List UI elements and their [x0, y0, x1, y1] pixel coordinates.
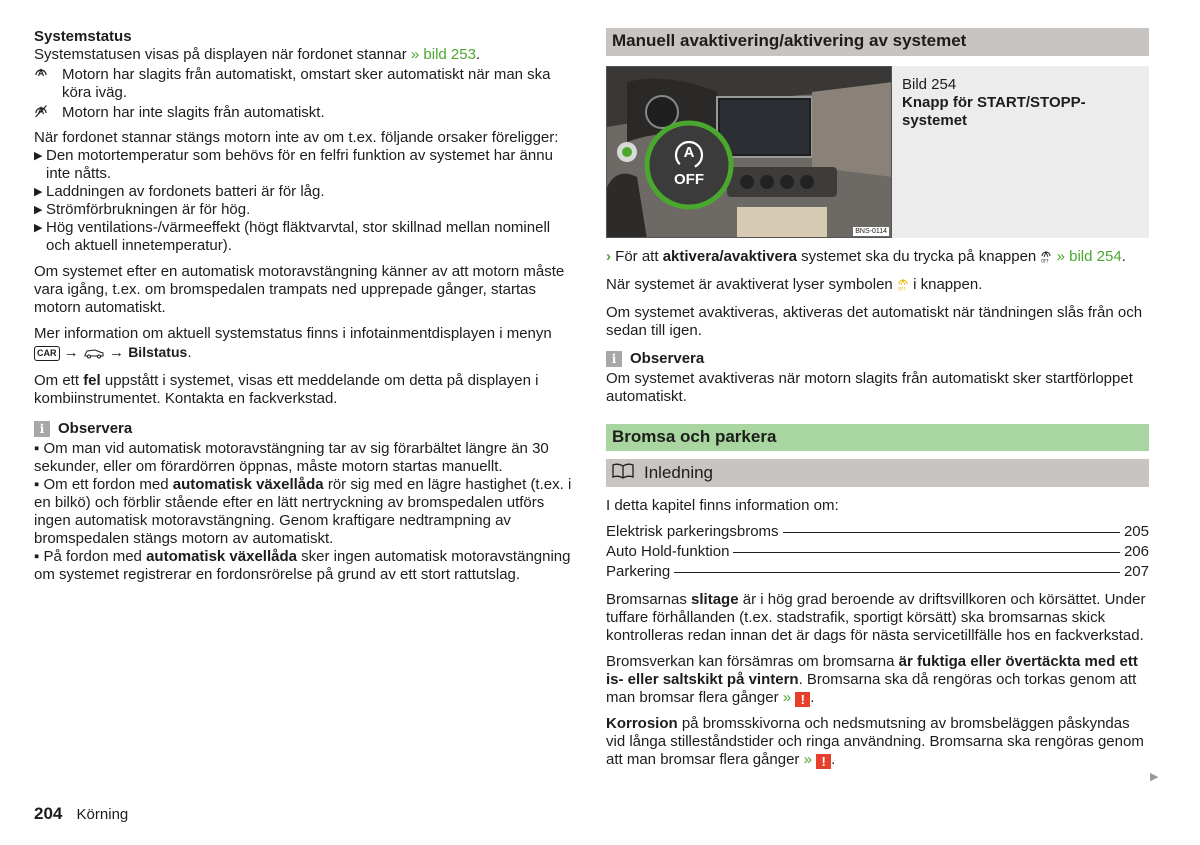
- note-heading: i Observera: [34, 420, 576, 438]
- corrosion-paragraph: Korrosion på bromsskivorna och nedsmutsning av bromsbeläggen påskyndas vid långa stilleståndstider och ringa användning. Bromsarna ska rengöras genom att man bromsar flera gånger » ! .: [606, 715, 1144, 769]
- toc-entry[interactable]: Auto Hold-funktion 206: [606, 543, 1149, 560]
- section-heading-brakes: Bromsa och parkera: [606, 424, 1149, 451]
- status-intro: Systemstatusen visas på displayen när fordonet stannar » bild 253.: [34, 46, 481, 63]
- note-item: ▪ Om ett fordon med automatisk växellåda rör sig med en lägre hastighet (t.ex. i en bilkö) och förblir stående efter en lätt nertryckning av bromspedalen utförs ingen automatisk motoravstängning. Genom kraftigare nedtrampning av bromspedalen stängs motorn av automatiskt.: [34, 476, 572, 547]
- status-symbol-row: Motorn har slagits från automatiskt, omstart sker automatiskt när man ska köra iväg.: [34, 66, 576, 102]
- info-paragraph: Mer information om aktuell systemstatus finns i infotainmentdisplayen i menyn CAR → → Bilstatus.: [34, 325, 576, 364]
- info-icon: i: [34, 421, 50, 437]
- svg-text:OFF: OFF: [1041, 258, 1050, 263]
- note-item: ▪ På fordon med automatisk växellåda sker ingen automatisk motoravstängning om systemet registrerar en fordonsrörelse på grund av ett stort rattutslag.: [34, 548, 571, 583]
- bullet-arrow-icon: ▶: [34, 222, 43, 234]
- status-title: Systemstatus: [34, 28, 132, 45]
- left-column: [34, 28, 576, 584]
- car-status-icon: [83, 346, 105, 364]
- figure-caption-text: Knapp för START/STOPP-systemet: [902, 94, 1086, 129]
- figure-254: [606, 66, 1149, 238]
- toc-intro: I detta kapitel finns information om:: [606, 497, 839, 514]
- list-item: ▶ Den motortemperatur som behövs för en felfri funktion av systemet har ännu inte nåtts.: [34, 147, 553, 182]
- figure-caption: [892, 66, 1142, 238]
- stop-reasons-list: [34, 147, 576, 255]
- figure-label: Bild 254: [902, 76, 957, 93]
- svg-text:OFF: OFF: [897, 286, 906, 291]
- section-heading-manual-deactivation: Manuell avaktivering/aktivering av systemet: [606, 28, 1149, 56]
- car-button-icon: CAR: [34, 346, 60, 361]
- figure-button-off-label: OFF: [674, 171, 704, 188]
- page-footer: [34, 805, 128, 824]
- book-icon: [612, 463, 634, 483]
- subsection-heading-intro: Inledning: [606, 459, 1149, 487]
- warning-ref-link[interactable]: »: [782, 689, 792, 706]
- menu-item-bilstatus: Bilstatus: [128, 344, 188, 360]
- start-stop-off-yellow-icon: [897, 277, 909, 296]
- note-item: ▪ Om man vid automatisk motoravstängning tar av sig förarbältet längre än 30 sekunder, eller om förardörren öppnas, måste motorn startas manuellt.: [34, 440, 549, 475]
- chapter-name: Körning: [76, 806, 129, 823]
- toc-list: [606, 523, 1149, 581]
- figure-254-link[interactable]: » bild 254: [1056, 248, 1122, 265]
- note-body: [34, 440, 576, 584]
- page-number: 204: [34, 804, 63, 823]
- error-paragraph: Om ett fel uppstått i systemet, visas ett meddelande om detta på displayen i kombiinstrumentet. Kontakta en fackverkstad.: [34, 372, 539, 407]
- bullet-arrow-icon: ▶: [34, 150, 43, 162]
- list-item: ▶ Strömförbrukningen är för hög.: [34, 201, 251, 218]
- symbol-lit-paragraph: När systemet är avaktiverat lyser symbolen OFF i knappen.: [606, 276, 1149, 296]
- toc-entry[interactable]: Elektrisk parkeringsbroms 205: [606, 523, 1149, 540]
- square-bullet-icon: ▪: [34, 548, 44, 565]
- list-item: ▶ Hög ventilations-/värmeeffekt (högt fläktvarvtal, stor skillnad mellan nominell och aktuell innetemperatur).: [34, 219, 551, 254]
- auto-stop-inactive-icon: [34, 104, 62, 123]
- square-bullet-icon: ▪: [34, 476, 44, 493]
- stop-reasons-intro: När fordonet stannar stängs motorn inte av om t.ex. följande orsaker föreligger:: [34, 129, 559, 146]
- toc-entry[interactable]: Parkering 207: [606, 563, 1149, 580]
- effect-paragraph: Bromsverkan kan försämras om bromsarna är fuktiga eller övertäckta med ett is- eller saltskikt på vintern. Bromsarna ska då rengöras och torkas genom att man bromsar flera gånger » ! .: [606, 653, 1138, 707]
- warning-icon: !: [795, 692, 810, 707]
- bullet-arrow-icon: ▶: [34, 204, 43, 216]
- bullet-arrow-icon: ▶: [34, 186, 43, 198]
- right-column: [606, 28, 1149, 777]
- note-heading: i Observera: [606, 350, 1149, 368]
- auto-stop-active-icon: [34, 66, 62, 85]
- step-arrow-icon: ›: [606, 248, 611, 265]
- status-symbol-row: Motorn har inte slagits från automatiskt.: [34, 104, 576, 123]
- continue-arrow-icon: ▶: [1150, 771, 1159, 783]
- reactivate-paragraph: Om systemet avaktiveras, aktiveras det automatiskt när tändningen slås från och sedan till igen.: [606, 304, 1143, 339]
- figure-button-glyph: A: [683, 144, 695, 161]
- restart-paragraph: Om systemet efter en automatisk motoravstängning känner av att motorn måste vara igång, t.ex. om bromspedalen trampats ned upprepade gånger, startas motorn automatiskt.: [34, 263, 565, 316]
- figure-253-link[interactable]: » bild 253: [410, 46, 476, 63]
- square-bullet-icon: ▪: [34, 440, 44, 457]
- list-item: ▶ Laddningen av fordonets batteri är för låg.: [34, 183, 325, 200]
- info-icon: i: [606, 351, 622, 367]
- warning-ref-link[interactable]: »: [803, 751, 812, 768]
- warning-icon: !: [816, 754, 831, 769]
- wear-paragraph: Bromsarnas slitage är i hög grad beroende av driftsvillkoren och körsättet. Under tuffare förhållanden (t.ex. stadstrafik, sportigt körsätt) ska bromsarnas skick kontrolleras redan innan det är dags för nästa servicetillfälle hos en fackverkstad.: [606, 591, 1146, 644]
- start-stop-off-icon: [1040, 249, 1052, 268]
- figure-code: BNS-0114: [855, 228, 887, 235]
- activate-paragraph: › För att aktivera/avaktivera systemet ska du trycka på knappen OFF » bild 254.: [606, 248, 1149, 268]
- start-stop-button-photo: [606, 66, 892, 238]
- note-body: Om systemet avaktiveras när motorn slagits från automatiskt sker startförloppet automatiskt.: [606, 370, 1133, 405]
